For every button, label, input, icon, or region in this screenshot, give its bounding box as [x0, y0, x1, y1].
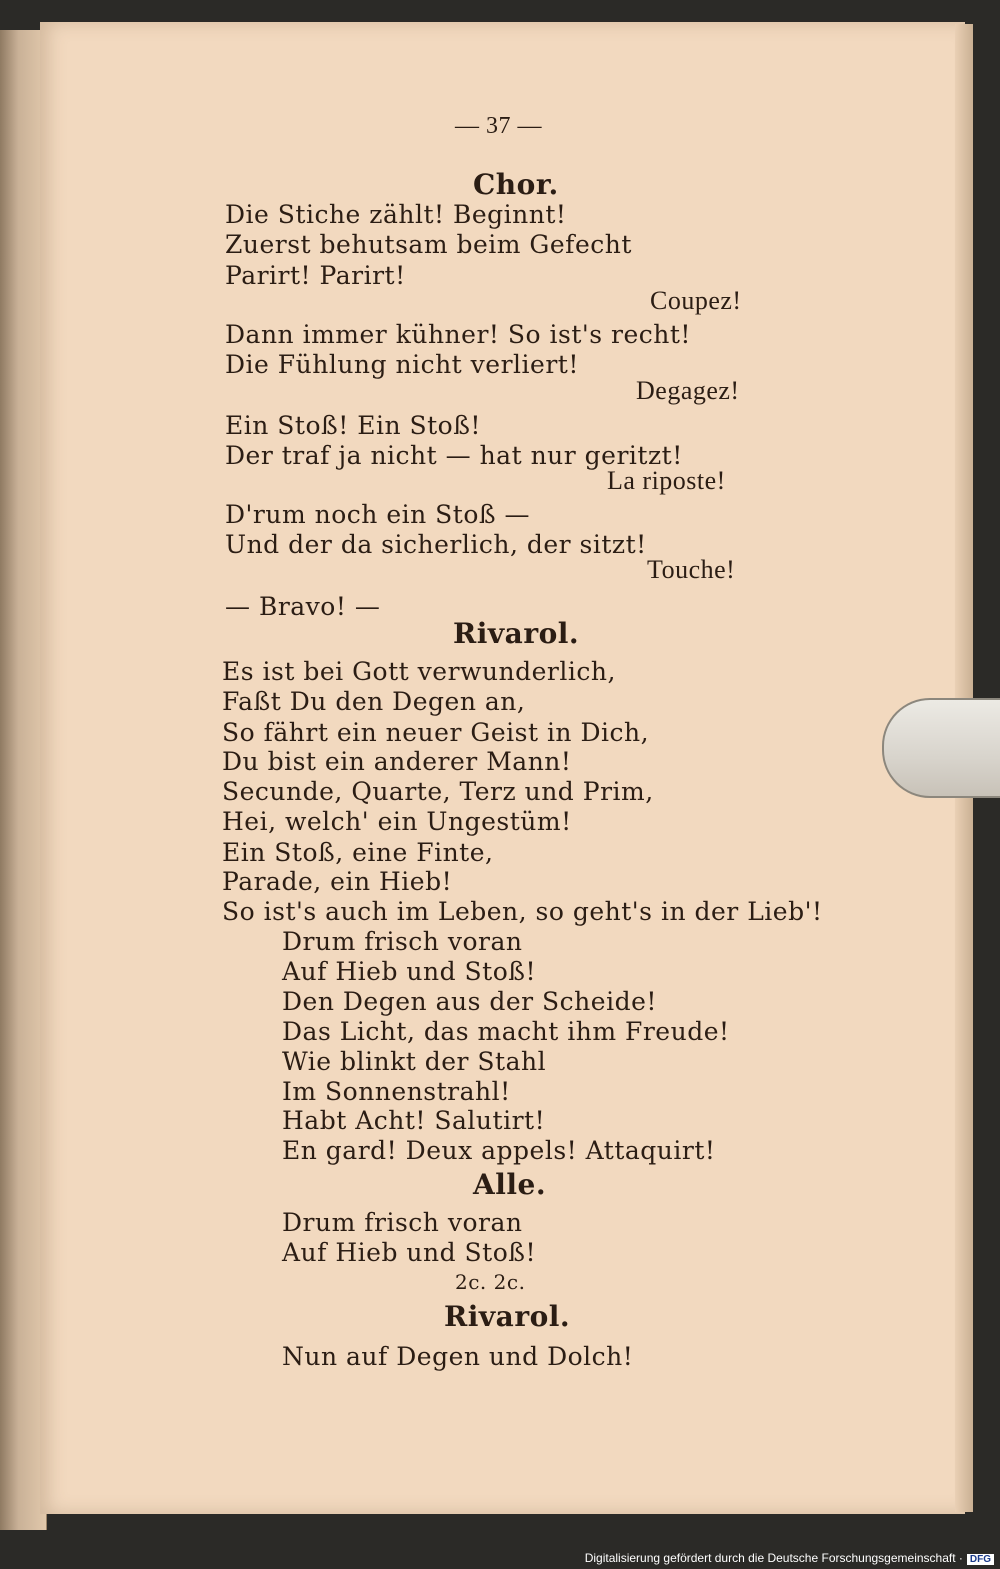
verse-line: Ein Stoß, eine Finte, [222, 838, 494, 867]
verse-line: Den Degen aus der Scheide! [282, 987, 657, 1016]
footer-credit [585, 1551, 994, 1565]
verse-line: Dann immer kühner! So ist's recht! [225, 320, 691, 349]
verse-line: Drum frisch voran [282, 1208, 523, 1237]
speaker-heading: Rivarol. [453, 617, 580, 650]
verse-line: Zuerst behutsam beim Gefecht [225, 230, 632, 259]
page-clip [882, 698, 1000, 798]
verse-line: Das Licht, das macht ihm Freude! [282, 1017, 730, 1046]
verse-line: Du bist ein anderer Mann! [222, 747, 572, 776]
verse-line: Auf Hieb und Stoß! [282, 1238, 537, 1267]
speaker-heading: Chor. [473, 168, 559, 201]
verse-line: Und der da sicherlich, der sitzt! [225, 530, 647, 559]
verse-line: Drum frisch voran [282, 927, 523, 956]
verse-line: Die Stiche zählt! Beginnt! [225, 200, 567, 229]
verse-line: Wie blinkt der Stahl [282, 1047, 547, 1076]
speaker-heading: Alle. [473, 1168, 547, 1201]
page-number: — 37 — [455, 113, 542, 139]
verse-line: Touche! [647, 555, 736, 584]
verse-line: So fährt ein neuer Geist in Dich, [222, 718, 650, 747]
verse-line: Parirt! Parirt! [225, 261, 406, 290]
verse-line: Habt Acht! Salutirt! [282, 1106, 546, 1135]
speaker-heading: Rivarol. [444, 1300, 571, 1333]
verse-line: Nun auf Degen und Dolch! [282, 1342, 634, 1371]
verse-line: Degagez! [636, 376, 740, 405]
verse-line: Faßt Du den Degen an, [222, 687, 526, 716]
verse-line: Coupez! [650, 286, 742, 315]
verse-line: So ist's auch im Leben, so geht's in der Lieb'! [222, 897, 823, 926]
footer-text: Digitalisierung gefördert durch die Deutsche Forschungsgemeinschaft · [584, 1551, 963, 1565]
verse-line: Secunde, Quarte, Terz und Prim, [222, 777, 654, 806]
verse-line: La riposte! [607, 466, 726, 495]
verse-line: — Bravo! — [225, 592, 381, 621]
verse-line: Im Sonnenstrahl! [282, 1077, 511, 1106]
dfg-logo: DFG [967, 1554, 994, 1565]
verse-line: Es ist bei Gott verwunderlich, [222, 657, 616, 686]
verse-line: En gard! Deux appels! Attaquirt! [282, 1136, 716, 1165]
verse-line: Parade, ein Hieb! [222, 867, 453, 896]
verse-line: Hei, welch' ein Ungestüm! [222, 807, 572, 836]
verse-line: D'rum noch ein Stoß — [225, 500, 531, 529]
verse-line: Die Fühlung nicht verliert! [225, 350, 579, 379]
verse-line: Der traf ja nicht — hat nur geritzt! [225, 441, 683, 470]
verse-line: 2c. 2c. [455, 1270, 526, 1294]
verse-line: Ein Stoß! Ein Stoß! [225, 411, 481, 440]
verse-line: Auf Hieb und Stoß! [282, 957, 537, 986]
